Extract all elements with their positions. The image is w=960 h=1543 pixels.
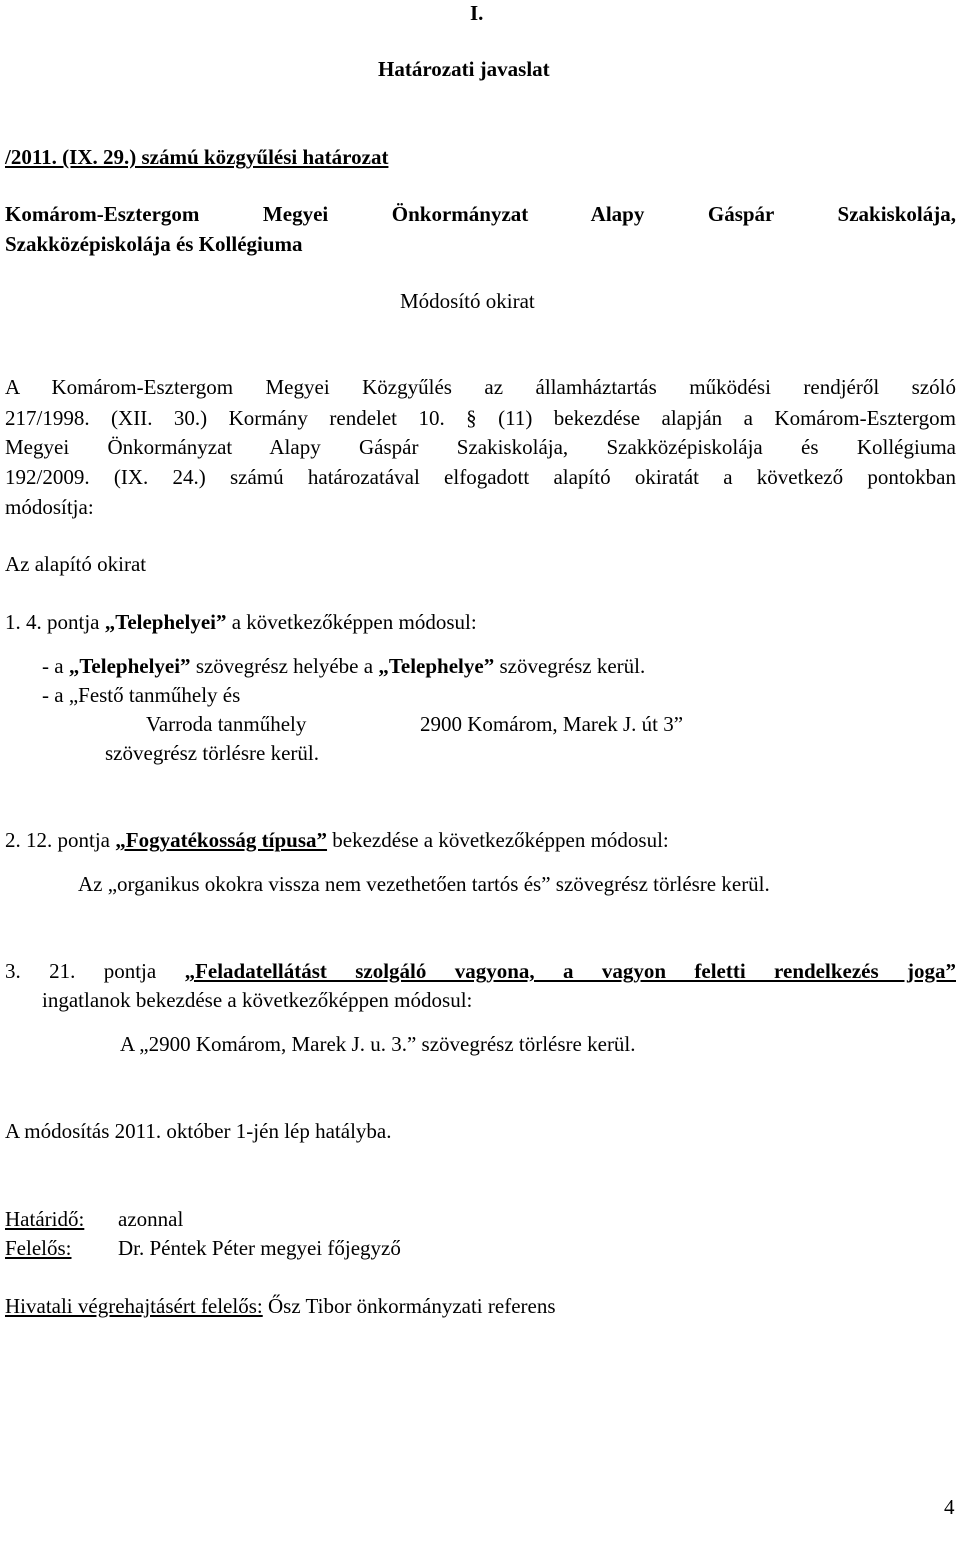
item1-bullet2-end: szövegrész törlésre kerül. (105, 741, 319, 765)
deadline-value: azonnal (118, 1207, 184, 1231)
item1-prefix: 1. 4. pontja (5, 610, 105, 634)
preamble-line2: 217/1998. (XII. 30.) Kormány rendelet 10. § (11) bekezdése alapján a Komárom-Esztergom (5, 406, 956, 430)
bullet1-end: szövegrész kerül. (494, 654, 646, 678)
executor-line (5, 1293, 556, 1319)
preamble-line5: módosítja: (5, 495, 94, 519)
deadline-label: Határidő: (5, 1207, 85, 1231)
item3-bold: „Feladatellátást szolgáló vagyona, a vagyon feletti rendelkezés joga” (184, 959, 956, 983)
doc-type: Módosító okirat (400, 289, 535, 313)
item2-body: Az „organikus okokra vissza nem vezethetően tartós és” szövegrész törlésre kerül. (78, 872, 770, 896)
item1-heading (5, 609, 477, 635)
item3-heading (5, 958, 956, 984)
item2-prefix: 2. 12. pontja (5, 828, 116, 852)
preamble-line3: Megyei Önkormányzat Alapy Gáspár Szakiskolája, Szakközépiskolája és Kollégiuma (5, 435, 956, 459)
section-number: I. (470, 1, 484, 25)
item2-bold: „Fogyatékosság típusa” (115, 828, 328, 852)
responsible-label: Felelős: (5, 1236, 72, 1260)
bullet1-bold2: „Telephelye” (378, 654, 495, 678)
preamble-line4: 192/2009. (IX. 24.) számú határozatával elfogadott alapító okiratát a következő pontokban (5, 465, 956, 489)
responsible-value: Dr. Péntek Péter megyei főjegyző (118, 1236, 401, 1260)
institution-name-line1: Komárom-Esztergom Megyei Önkormányzat Alapy Gáspár Szakiskolája, (5, 202, 956, 226)
executor-value: Ősz Tibor önkormányzati referens (267, 1294, 556, 1318)
item2-suffix: bekezdése a következőképpen módosul: (327, 828, 669, 852)
item3-line2: ingatlanok bekezdése a következőképpen módosul: (42, 988, 473, 1012)
item1-bullet2-name: Varroda tanműhely (146, 712, 307, 736)
executor-label: Hivatali végrehajtásért felelős: (5, 1294, 263, 1318)
item3-prefix: 3. 21. pontja (5, 959, 185, 983)
item1-bullet1 (42, 653, 645, 679)
bullet1-bold1: „Telephelyei” (68, 654, 191, 678)
preamble-line1: A Komárom-Esztergom Megyei Közgyűlés az államháztartás működési rendjéről szóló (5, 375, 956, 399)
effective-date: A módosítás 2011. október 1-jén lép hatályba. (5, 1119, 392, 1143)
resolution-number: /2011. (IX. 29.) számú közgyűlési határozat (5, 145, 389, 169)
item2-heading (5, 827, 669, 853)
subtitle: Az alapító okirat (5, 552, 147, 576)
item1-bold: „Telephelyei” (104, 610, 227, 634)
bullet1-a: - a (42, 654, 69, 678)
item1-suffix: a következőképpen módosul: (226, 610, 477, 634)
page-number: 4 (944, 1495, 955, 1519)
institution-name-line2: Szakközépiskolája és Kollégiuma (5, 232, 303, 256)
item1-bullet2-address: 2900 Komárom, Marek J. út 3” (420, 712, 684, 736)
item3-body: A „2900 Komárom, Marek J. u. 3.” szövegrész törlésre kerül. (120, 1032, 636, 1056)
bullet1-mid: szövegrész helyébe a (190, 654, 379, 678)
item1-bullet2: - a „Festő tanműhely és (42, 683, 241, 707)
document-title: Határozati javaslat (378, 57, 550, 81)
